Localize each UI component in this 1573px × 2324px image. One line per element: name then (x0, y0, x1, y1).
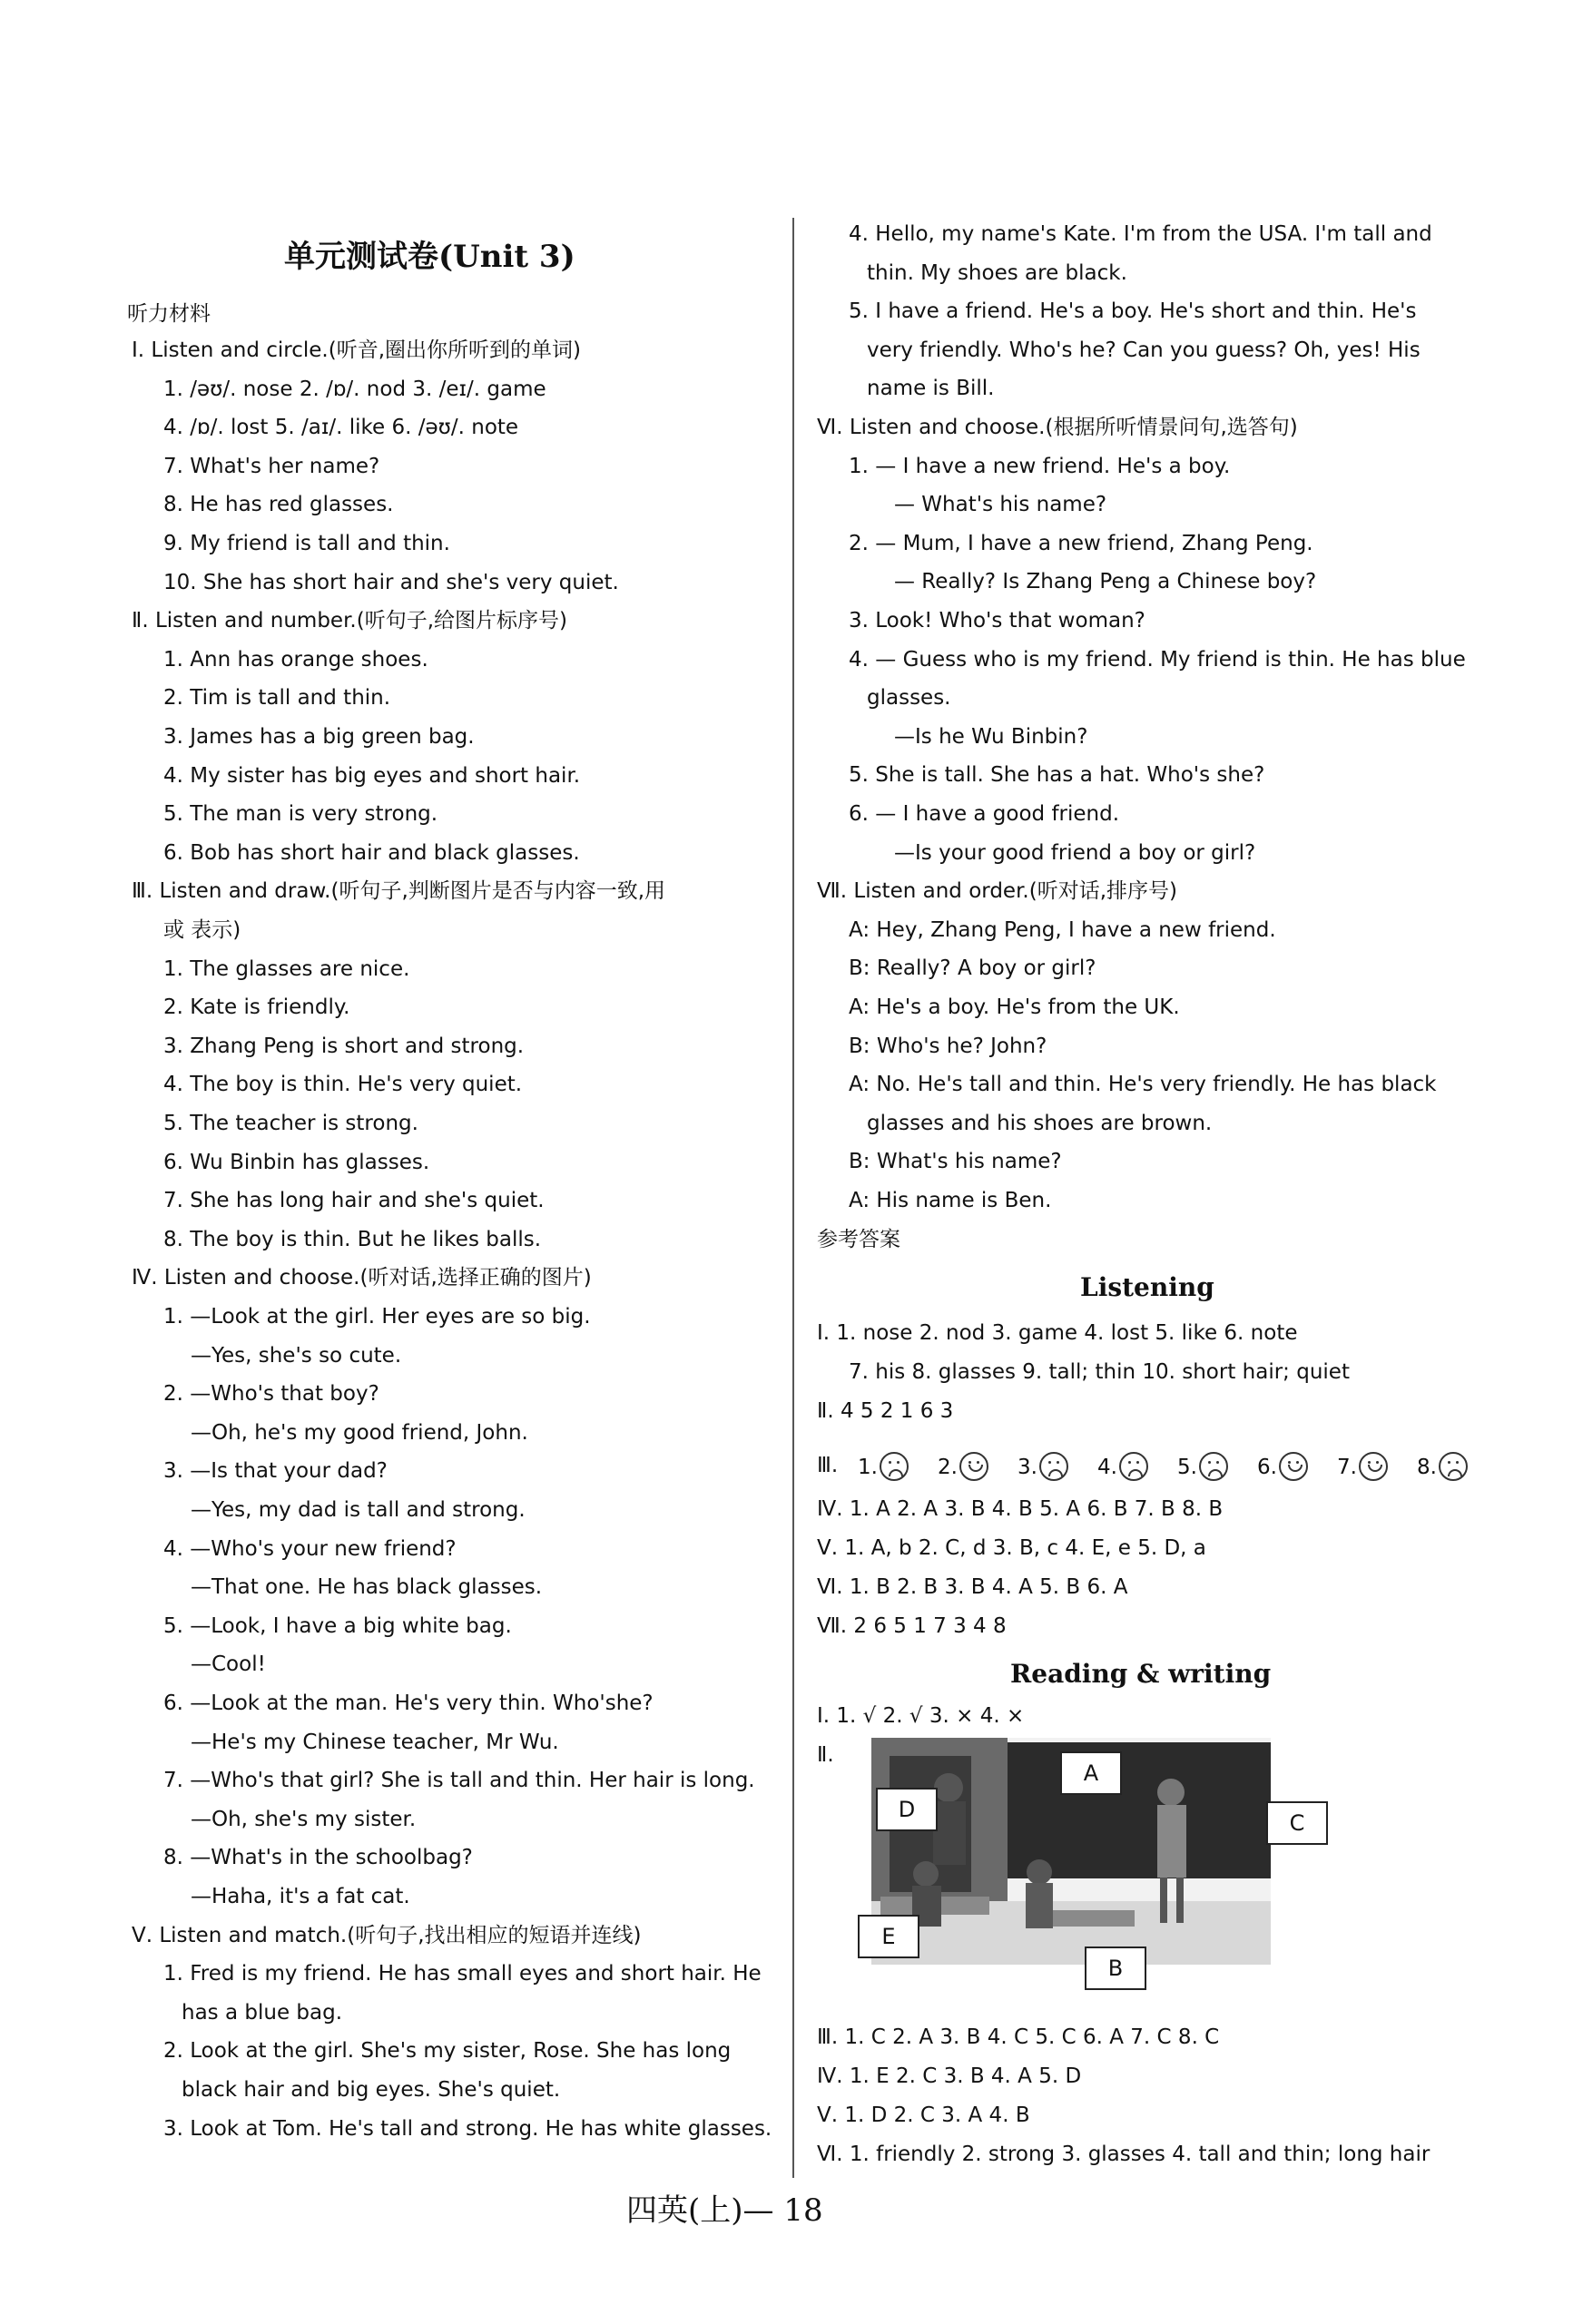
answer-line: Ⅶ. 2 6 5 1 7 3 4 8 (817, 1614, 1007, 1638)
picture-label-b: B (1085, 1946, 1146, 1990)
text-line: glasses. (867, 686, 951, 711)
answer-line: Ⅴ. 1. A, b 2. C, d 3. B, c 4. E, e 5. D, a (817, 1536, 1206, 1560)
reading-writing-heading: Reading & writing (1010, 1659, 1272, 1689)
sad-face-icon (1439, 1452, 1468, 1481)
text-line: 8. —What's in the schoolbag? (163, 1846, 473, 1870)
draw-answer-item (1097, 1452, 1150, 1481)
draw-answer-item (858, 1452, 910, 1481)
text-line: B: Really? A boy or girl? (849, 956, 1096, 981)
text-line: has a blue bag. (182, 2000, 343, 2025)
draw-answer-number: 7. (1337, 1456, 1357, 1479)
answer-line: Ⅲ. 1. C 2. A 3. B 4. C 5. C 6. A 7. C 8. C (817, 2025, 1220, 2049)
text-line: A: His name is Ben. (849, 1189, 1052, 1212)
answer-line: Ⅵ. 1. B 2. B 3. B 4. A 5. B 6. A (817, 1575, 1128, 1599)
sad-face-icon (1039, 1452, 1068, 1481)
answer-line: Ⅳ. 1. E 2. C 3. B 4. A 5. D (817, 2064, 1082, 2088)
text-line: 1. /əʊ/. nose 2. /ɒ/. nod 3. /eɪ/. game (163, 377, 546, 401)
text-line: —Oh, she's my sister. (191, 1807, 417, 1831)
text-line: 6. Bob has short hair and black glasses. (163, 840, 580, 865)
text-line: 5. I have a friend. He's a boy. He's short and thin. He's (849, 299, 1417, 324)
text-line: 2. Tim is tall and thin. (163, 686, 391, 711)
text-line: 4. — Guess who is my friend. My friend is thin. He has blue (849, 647, 1466, 672)
text-line: B: Who's he? John? (849, 1034, 1047, 1058)
page-footer: 四英(上)— 18 (626, 2192, 823, 2229)
text-line: Ⅱ. Listen and number.(听句子,给图片标序号) (132, 609, 567, 633)
draw-answer-number: 4. (1097, 1456, 1117, 1479)
text-line: 3. —Is that your dad? (163, 1459, 388, 1484)
text-line: 4. My sister has big eyes and short hair. (163, 763, 581, 788)
happy-face-icon (1279, 1452, 1308, 1481)
text-line: 或 表示) (163, 918, 241, 942)
text-line: —Yes, my dad is tall and strong. (191, 1498, 526, 1522)
text-line: Ⅰ. Listen and circle.(听音,圈出你所听到的单词) (132, 338, 581, 362)
text-line: —That one. He has black glasses. (191, 1575, 543, 1600)
text-line: —Oh, he's my good friend, John. (191, 1420, 528, 1445)
text-line: —Yes, she's so cute. (191, 1343, 402, 1368)
draw-answer-item (938, 1452, 990, 1481)
picture-label-d: D (876, 1788, 938, 1831)
draw-answer-number: 8. (1417, 1456, 1437, 1479)
text-line: 7. She has long hair and she's quiet. (163, 1189, 545, 1213)
text-line: 6. — I have a good friend. (849, 802, 1120, 826)
draw-answer-number: 1. (858, 1456, 878, 1479)
text-line: glasses and his shoes are brown. (867, 1111, 1213, 1135)
text-line: —Is he Wu Binbin? (894, 724, 1088, 749)
draw-answer-item (1257, 1452, 1310, 1481)
answer-line: 7. his 8. glasses 9. tall; thin 10. short hair; quiet (849, 1360, 1350, 1384)
answer-line: Ⅴ. 1. D 2. C 3. A 4. B (817, 2103, 1030, 2127)
draw-answer-number: 2. (938, 1456, 958, 1479)
text-line: very friendly. Who's he? Can you guess? Oh, yes! His (867, 338, 1421, 362)
text-line: 4. /ɒ/. lost 5. /aɪ/. like 6. /əʊ/. note (163, 416, 519, 440)
text-line: 2. — Mum, I have a new friend, Zhang Peng. (849, 531, 1313, 555)
answer-line: Ⅰ. 1. nose 2. nod 3. game 4. lost 5. like 6. note (817, 1321, 1298, 1345)
answer-line: Ⅰ. 1. √ 2. √ 3. × 4. × (817, 1704, 1025, 1728)
answer-line: Ⅱ. 4 5 2 1 6 3 (817, 1399, 954, 1423)
text-line: 2. Kate is friendly. (163, 995, 350, 1020)
text-line: thin. My shoes are black. (867, 260, 1127, 285)
text-line: 1. Ann has orange shoes. (163, 647, 428, 672)
draw-answer-number: 6. (1257, 1456, 1277, 1479)
answer-line: Ⅳ. 1. A 2. A 3. B 4. B 5. A 6. B 7. B 8. B (817, 1497, 1224, 1521)
text-line: 2. —Who's that boy? (163, 1382, 379, 1407)
text-line: 5. The teacher is strong. (163, 1112, 418, 1135)
happy-face-icon (1359, 1452, 1388, 1481)
text-line: 1. —Look at the girl. Her eyes are so big. (163, 1305, 591, 1329)
text-line: black hair and big eyes. She's quiet. (182, 2078, 561, 2102)
draw-answer-number: 5. (1177, 1456, 1197, 1479)
text-line: 10. She has short hair and she's very quiet. (163, 570, 619, 594)
picture-label-a: A (1060, 1751, 1122, 1795)
text-line: — What's his name? (894, 493, 1107, 517)
draw-answer-item (1018, 1452, 1070, 1481)
answer-line: Ⅱ. (817, 1743, 834, 1767)
text-line: —Cool! (191, 1652, 266, 1677)
text-line: 6. —Look at the man. He's very thin. Who'she? (163, 1692, 654, 1715)
text-line: 4. —Who's your new friend? (163, 1536, 457, 1561)
text-line: Ⅴ. Listen and match.(听句子,找出相应的短语并连线) (132, 1923, 642, 1947)
sad-face-icon (1199, 1452, 1228, 1481)
text-line: 7. What's her name? (163, 454, 380, 478)
text-line: 2. Look at the girl. She's my sister, Rose. She has long (163, 2039, 732, 2064)
page-title: 单元测试卷(Unit 3) (284, 239, 575, 275)
text-line: Ⅳ. Listen and choose.(听对话,选择正确的图片) (132, 1266, 592, 1290)
text-line: Ⅲ. Listen and draw.(听句子,判断图片是否与内容一致,用 (132, 879, 666, 904)
text-line: B: What's his name? (849, 1150, 1062, 1174)
text-line: 参考答案 (817, 1227, 900, 1251)
text-line: 5. —Look, I have a big white bag. (163, 1613, 512, 1638)
draw-answer-item (1417, 1452, 1470, 1481)
sad-face-icon (1119, 1452, 1148, 1481)
text-line: 3. Look! Who's that woman? (849, 609, 1145, 632)
text-line: 7. —Who's that girl? She is tall and thin. Her hair is long. (163, 1769, 755, 1793)
answer-line: Ⅲ. (817, 1454, 839, 1477)
text-line: 3. Look at Tom. He's tall and strong. He has white glasses. (163, 2116, 772, 2141)
text-line: 3. Zhang Peng is short and strong. (163, 1034, 525, 1058)
sad-face-icon (880, 1452, 909, 1481)
text-line: 4. Hello, my name's Kate. I'm from the USA. I'm tall and (849, 222, 1432, 246)
text-line: 3. James has a big green bag. (163, 725, 475, 749)
text-line: 1. The glasses are nice. (163, 956, 410, 981)
listening-answers-heading: Listening (1080, 1272, 1214, 1302)
draw-answer-item (1337, 1452, 1390, 1481)
text-line: 1. — I have a new friend. He's a boy. (849, 454, 1231, 478)
answer-line: Ⅵ. 1. friendly 2. strong 3. glasses 4. tall and thin; long hair (817, 2143, 1430, 2166)
text-line: A: He's a boy. He's from the UK. (849, 995, 1180, 1019)
text-line: A: Hey, Zhang Peng, I have a new friend. (849, 917, 1276, 942)
text-line: —Is your good friend a boy or girl? (894, 840, 1256, 865)
text-line: Ⅶ. Listen and order.(听对话,排序号) (817, 879, 1177, 904)
text-line: 6. Wu Binbin has glasses. (163, 1150, 430, 1174)
text-line: 9. My friend is tall and thin. (163, 532, 450, 555)
text-line: — Really? Is Zhang Peng a Chinese boy? (894, 570, 1317, 594)
text-line: name is Bill. (867, 377, 995, 401)
draw-answer-number: 3. (1018, 1456, 1037, 1479)
text-line: —He's my Chinese teacher, Mr Wu. (191, 1730, 559, 1754)
text-line: A: No. He's tall and thin. He's very friendly. He has black (849, 1073, 1437, 1097)
picture-label-c: C (1266, 1801, 1328, 1845)
draw-answer-item (1177, 1452, 1230, 1481)
text-line: 4. The boy is thin. He's very quiet. (163, 1073, 523, 1097)
text-line: 8. The boy is thin. But he likes balls. (163, 1227, 542, 1251)
column-divider (792, 218, 794, 2178)
text-line: —Haha, it's a fat cat. (191, 1885, 410, 1908)
listening-material-heading: 听力材料 (127, 302, 211, 326)
happy-face-icon (959, 1452, 988, 1481)
text-line: 1. Fred is my friend. He has small eyes and short hair. He (163, 1962, 762, 1986)
picture-label-e: E (858, 1915, 919, 1958)
text-line: 5. She is tall. She has a hat. Who's she? (849, 763, 1265, 788)
text-line: 8. He has red glasses. (163, 493, 394, 517)
text-line: 5. The man is very strong. (163, 802, 438, 827)
text-line: Ⅵ. Listen and choose.(根据所听情景问句,选答句) (817, 416, 1298, 439)
